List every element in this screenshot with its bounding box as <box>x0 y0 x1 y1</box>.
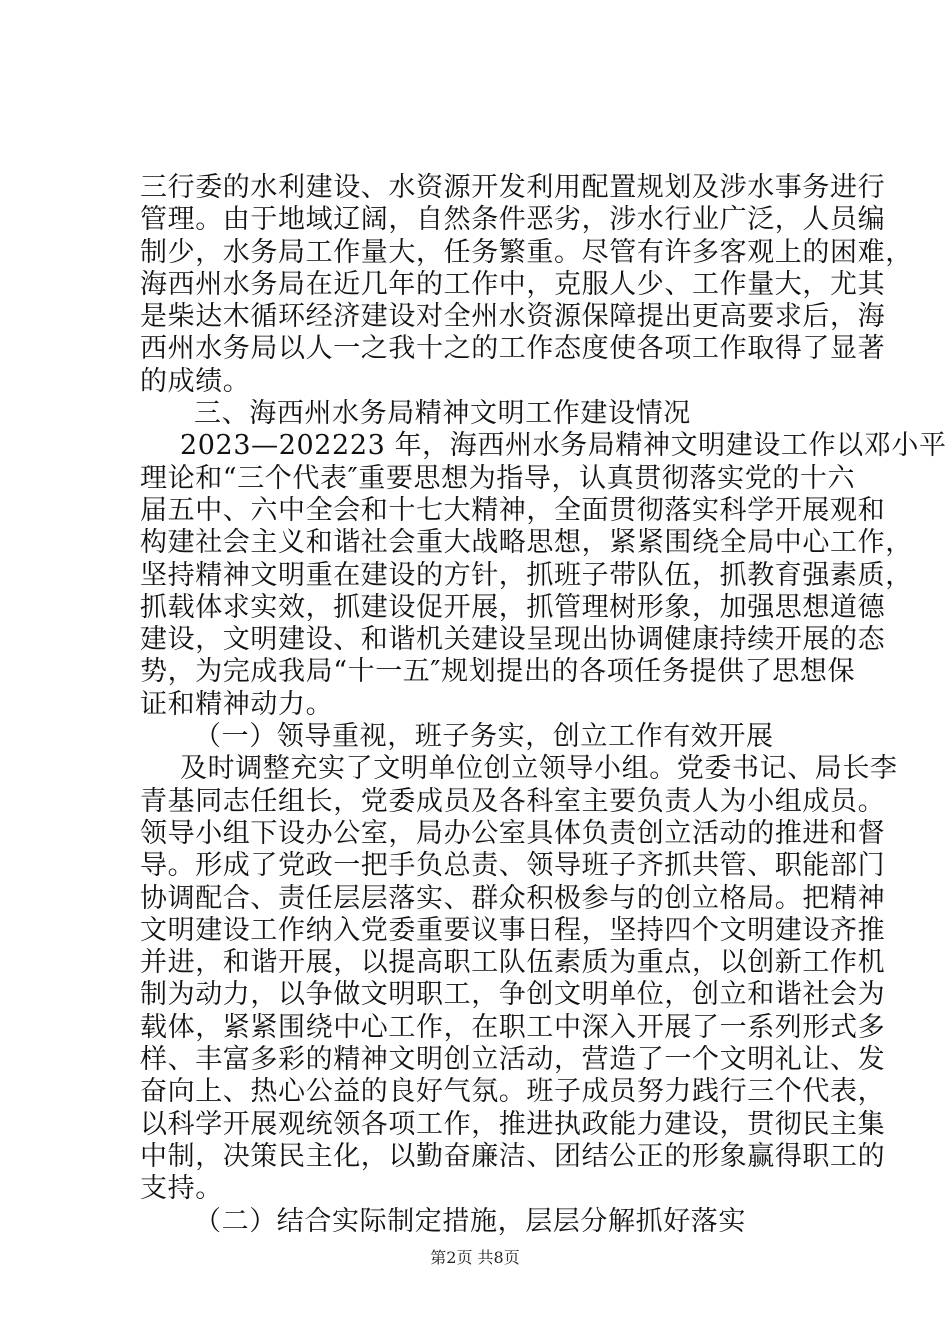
text-line: 2023—202223 年，海西州水务局精神文明建设工作以邓小平 <box>180 430 947 462</box>
text-line: 制为动力，以争做文明职工，争创文明单位，创立和谐社会为 <box>140 979 886 1011</box>
text-line: 海西州水务局在近几年的工作中，克服人少、工作量大，尤其 <box>140 268 886 300</box>
text-line: 文明建设工作纳入党委重要议事日程，坚持四个文明建设齐推 <box>140 914 886 946</box>
page-footer: 第2页 共8页 <box>430 1248 520 1267</box>
text-line: 并进，和谐开展，以提高职工队伍素质为重点，以创新工作机 <box>140 947 886 979</box>
text-line: 管理。由于地域辽阔，自然条件恶劣，涉水行业广泛，人员编 <box>140 204 886 236</box>
paragraph-3 <box>140 753 898 1205</box>
text-line: 载体，紧紧围绕中心工作，在职工中深入开展了一系列形式多 <box>140 1011 886 1043</box>
text-line: 领导小组下设办公室，局办公室具体负责创立活动的推进和督 <box>140 817 886 849</box>
text-line: 协调配合、责任层层落实、群众积极参与的创立格局。把精神 <box>140 882 886 914</box>
text-line: 青基同志任组长，党委成员及各科室主要负责人为小组成员。 <box>140 785 886 817</box>
text-line: 坚持精神文明重在建设的方针，抓班子带队伍，抓教育强素质， <box>140 559 913 591</box>
text-line: 导。形成了党政一把手负总责、领导班子齐抓共管、职能部门 <box>140 850 886 882</box>
subsection-heading: （二）结合实际制定措施，层层分解抓好落实 <box>194 1205 746 1237</box>
text-line: 是柴达木循环经济建设对全州水资源保障提出更高要求后，海 <box>140 301 886 333</box>
subsection-heading: （一）领导重视，班子务实，创立工作有效开展 <box>194 721 774 753</box>
text-line: 抓载体求实效，抓建设促开展，抓管理树形象，加强思想道德 <box>140 591 886 623</box>
text-line: 理论和“三个代表″重要思想为指导，认真贯彻落实党的十六 <box>140 462 856 494</box>
text-line: 西州水务局以人一之我十之的工作态度使各项工作取得了显著 <box>140 333 886 365</box>
text-line: 构建社会主义和谐社会重大战略思想，紧紧围绕全局中心工作， <box>140 527 913 559</box>
document-body <box>140 172 947 1238</box>
text-line: 中制，决策民主化，以勤奋廉洁、团结公正的形象赢得职工的 <box>140 1140 886 1172</box>
section-heading: 三、海西州水务局精神文明工作建设情况 <box>194 398 691 430</box>
paragraph-2 <box>140 430 947 721</box>
text-line: 证和精神动力。 <box>140 688 334 720</box>
paragraph-1 <box>140 172 913 398</box>
text-line: 的成绩。 <box>140 365 251 397</box>
text-line: 及时调整充实了文明单位创立领导小组。党委书记、局长李 <box>180 753 898 785</box>
text-line: 势，为完成我局“十一五″规划提出的各项任务提供了思想保 <box>140 656 856 688</box>
text-line: 以科学开展观统领各项工作，推进执政能力建设，贯彻民主集 <box>140 1108 886 1140</box>
text-line: 制少，水务局工作量大，任务繁重。尽管有许多客观上的困难， <box>140 236 913 268</box>
text-line: 三行委的水利建设、水资源开发利用配置规划及涉水事务进行 <box>140 172 886 203</box>
text-line: 奋向上、热心公益的良好气氛。班子成员努力践行三个代表， <box>140 1076 886 1108</box>
text-line: 支持。 <box>140 1173 223 1205</box>
text-line: 建设，文明建设、和谐机关建设呈现出协调健康持续开展的态 <box>140 624 886 656</box>
text-line: 届五中、六中全会和十七大精神，全面贯彻落实科学开展观和 <box>140 494 886 526</box>
text-line: 样、丰富多彩的精神文明创立活动，营造了一个文明礼让、发 <box>140 1044 886 1076</box>
